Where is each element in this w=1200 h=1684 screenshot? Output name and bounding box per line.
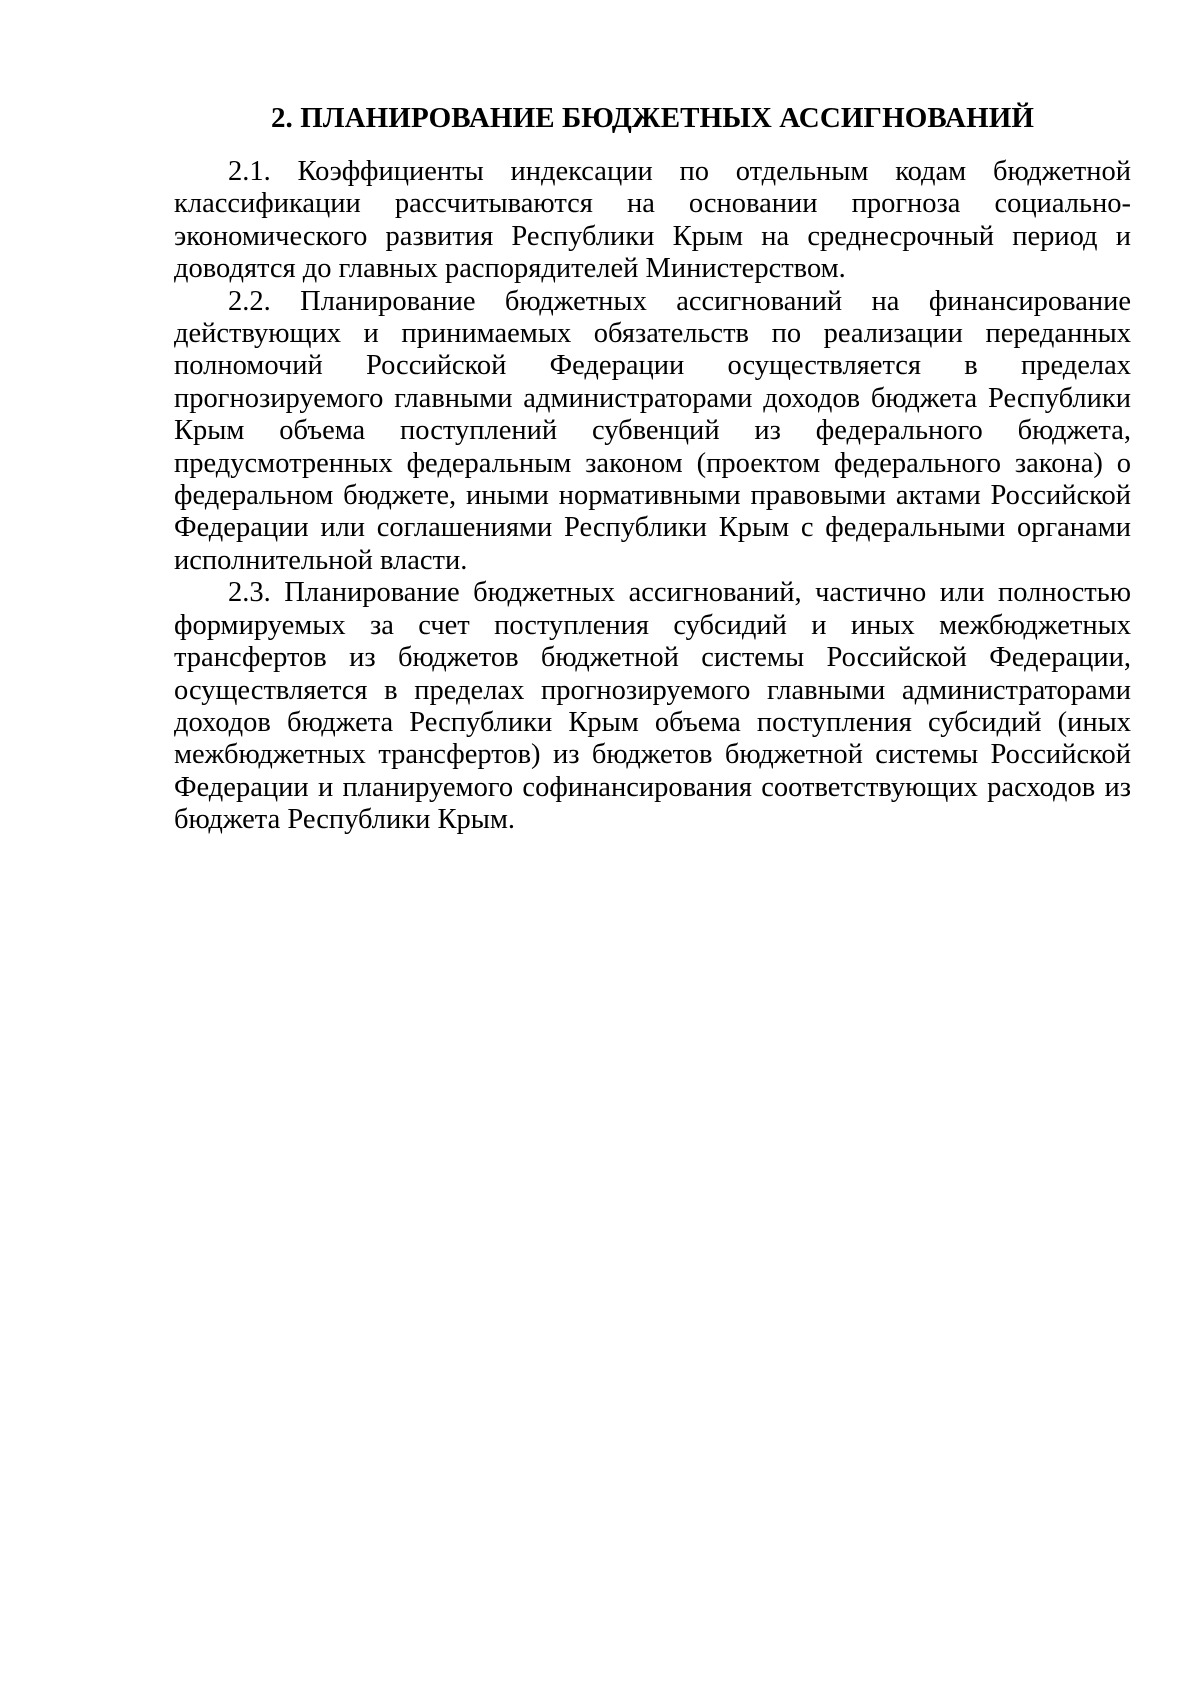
page-content <box>174 98 1131 837</box>
paragraph-2-2: 2.2. Планирование бюджетных ассигнований на финансирование действующих и принимаемых обязательств по реализации переданных полномочий Российской Федерации осуществляется в пределах прогнозируемого главными администраторами доходов бюджета Республики Крым объема поступлений субвенций из федерального бюджета, предусмотренных федеральным законом (проектом федерального закона) о федеральном бюджете, иными нормативными правовыми актами Российской Федерации или соглашениями Республики Крым с федеральными органами исполнительной власти. <box>174 285 1131 576</box>
paragraph-2-3: 2.3. Планирование бюджетных ассигнований, частично или полностью формируемых за счет поступления субсидий и иных межбюджетных трансфертов из бюджетов бюджетной системы Российской Федерации, осуществляется в пределах прогнозируемого главными администраторами доходов бюджета Республики Крым объема поступления субсидий (иных межбюджетных трансфертов) из бюджетов бюджетной системы Российской Федерации и планируемого софинансирования соответствующих расходов из бюджета Республики Крым. <box>174 577 1131 836</box>
paragraph-2-1: 2.1. Коэффициенты индексации по отдельным кодам бюджетной классификации рассчитываются на основании прогноза социально-экономического развития Республики Крым на среднесрочный период и доводятся до главных распорядителей Министерством. <box>174 156 1131 285</box>
section-title: 2. ПЛАНИРОВАНИЕ БЮДЖЕТНЫХ АССИГНОВАНИЙ <box>270 102 1035 134</box>
